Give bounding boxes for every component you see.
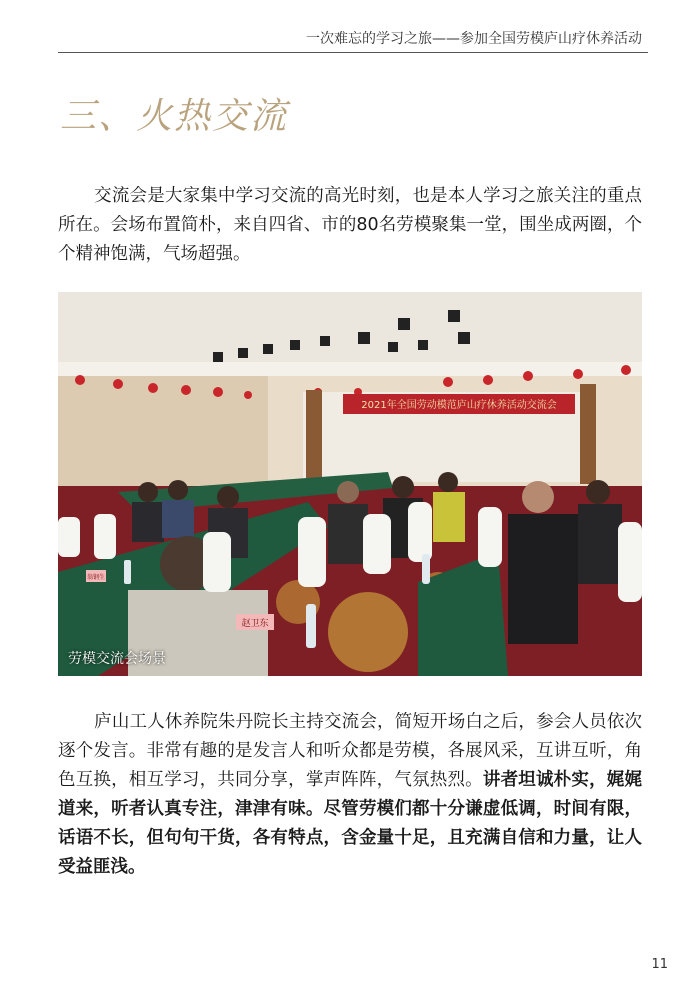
- paragraph-2-bold: 讲者坦诚朴实，娓娓道来，听者认真专注，津津有味。尽管劳模们都十分谦虚低调，时间有限，话语不长，但句句干货，各有特点，含金量十足，且充满自信和力量，让人受益匪浅。: [58, 770, 642, 877]
- photo-caption: 劳模交流会场景: [68, 651, 166, 667]
- meeting-photo: [58, 292, 642, 676]
- paragraph-1-text: 交流会是大家集中学习交流的高光时刻，也是本人学习之旅关注的重点所在。会场布置简朴，来自四省、市的80名劳模聚集一堂，围坐成两圈，个个精神饱满，气场超强。: [58, 186, 642, 264]
- pillar-left: [306, 390, 322, 486]
- meeting-photo-illustration: [58, 292, 642, 676]
- carpet-pattern: [328, 592, 408, 672]
- banner-text: 2021年全国劳动模范庐山疗休养活动交流会: [361, 400, 557, 411]
- nameplate-left-text: 翁钢生: [86, 574, 106, 581]
- ceiling-trim: [58, 362, 642, 376]
- paragraph-1: [58, 182, 642, 269]
- page-number: 11: [651, 957, 668, 972]
- ceiling: [58, 292, 642, 372]
- running-header: 一次难忘的学习之旅——参加全国劳模庐山疗休养活动: [306, 31, 642, 47]
- paragraph-2-normal: 庐山工人休养院朱丹院长主持交流会，简短开场白之后，参会人员依次逐个发言。非常有趣的是发言人和听众都是劳模，各展风采，互讲互听，角色互换，相互学习，共同分享，掌声阵阵，气氛热烈。: [58, 712, 642, 790]
- paragraph-2: [58, 708, 642, 882]
- header-divider: [58, 52, 648, 53]
- section-title: 三、火热交流: [60, 96, 289, 137]
- left-wall: [58, 376, 268, 486]
- nameplate-right-text: 赵卫东: [241, 619, 269, 629]
- pillar-right: [580, 384, 596, 484]
